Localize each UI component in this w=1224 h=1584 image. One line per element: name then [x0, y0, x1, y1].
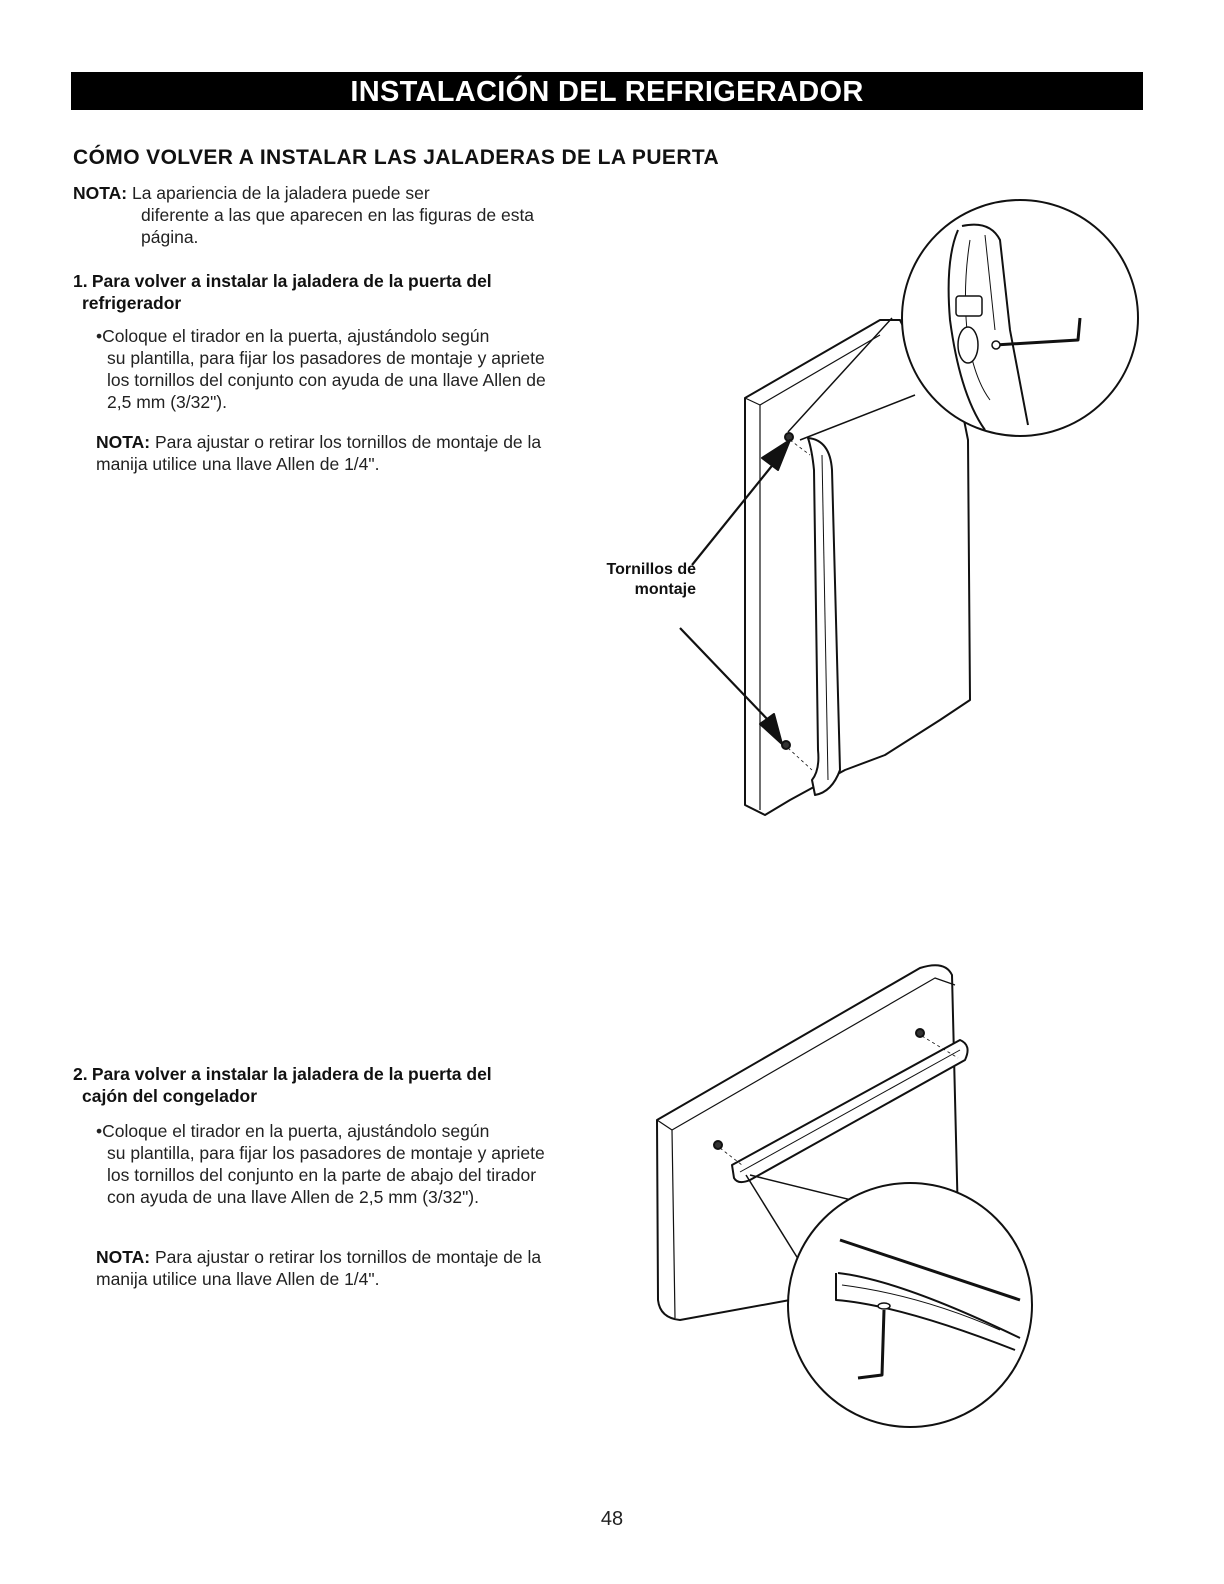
step-number: 1. [73, 271, 88, 291]
detail-magnifier [902, 200, 1138, 436]
step-number: 2. [73, 1064, 88, 1084]
step-title: Para volver a instalar la jaladera de la puerta del [91, 1064, 492, 1084]
bullet-mark: • [96, 326, 103, 346]
note-label: NOTA: [96, 432, 151, 452]
step-1-note [96, 431, 566, 475]
note-rest: diferente a las que aparecen en las figuras de esta página. [141, 205, 535, 247]
allen-wrench [858, 1310, 884, 1378]
note-text: Para ajustar o retirar los tornillos de montaje de la manija utilice una llave Allen de 1/4". [96, 1247, 542, 1289]
bullet-rest: su plantilla, para fijar los pasadores de montaje y apriete los tornillos del conjunto en la parte de abajo del tirador con ayuda de una llave Allen de 2,5 mm (3/32"). [107, 1143, 545, 1207]
intro-note [73, 182, 553, 248]
mounting-screw [714, 1141, 722, 1149]
detail-magnifier [788, 1183, 1032, 1427]
step-1-heading [73, 270, 573, 314]
callout-line: Tornillos de [606, 561, 696, 578]
step-title-cont: refrigerador [82, 293, 182, 313]
step-title-cont: cajón del congelador [82, 1086, 258, 1106]
screws-callout [560, 560, 696, 600]
freezer-drawer-panel [657, 965, 958, 1320]
drawer-handle [732, 1040, 968, 1182]
step-1-bullet [96, 325, 566, 413]
note-text: Para ajustar o retirar los tornillos de montaje de la manija utilice una llave Allen de 1/4". [96, 432, 542, 474]
mounting-screw [785, 433, 793, 441]
note-label: NOTA: [96, 1247, 151, 1267]
mounting-screw [782, 741, 790, 749]
bullet-rest: su plantilla, para fijar los pasadores de montaje y apriete los tornillos del conjunto con ayuda de una llave Allen de 2,5 mm (3/32"). [107, 348, 546, 412]
step-2-heading [73, 1063, 573, 1107]
mounting-screw [916, 1029, 924, 1037]
step-title: Para volver a instalar la jaladera de la puerta del [91, 271, 492, 291]
bullet-first: Coloque el tirador en la puerta, ajustándolo según [102, 326, 490, 346]
note-line: La apariencia de la jaladera puede ser [131, 183, 430, 203]
door-handle [808, 438, 840, 795]
refrigerator-door-panel [745, 320, 970, 815]
callout-arrow [680, 628, 770, 722]
note-label: NOTA: [73, 183, 128, 203]
section-banner: INSTALACIÓN DEL REFRIGERADOR [71, 72, 1143, 110]
callout-arrow [692, 462, 775, 565]
bullet-mark: • [96, 1121, 103, 1141]
step-2-bullet [96, 1120, 566, 1208]
page-title: CÓMO VOLVER A INSTALAR LAS JALADERAS DE LA PUERTA [73, 146, 720, 169]
allen-wrench [995, 318, 1080, 345]
bullet-first: Coloque el tirador en la puerta, ajustándolo según [102, 1121, 490, 1141]
page-number: 48 [600, 1508, 624, 1530]
callout-line: montaje [634, 581, 696, 598]
step-2-note [96, 1246, 566, 1290]
